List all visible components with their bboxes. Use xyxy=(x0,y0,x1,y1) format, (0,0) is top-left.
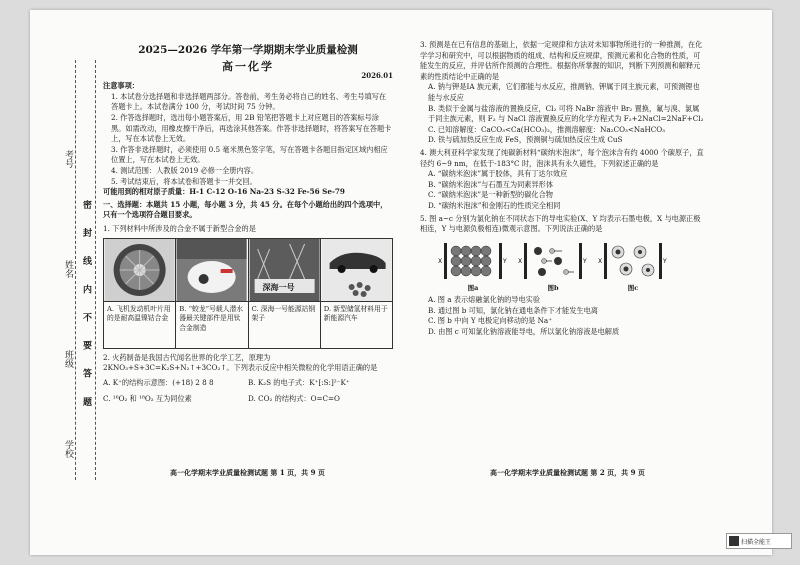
q5-figures xyxy=(438,239,705,294)
note-item: 1. 本试卷分选择题和非选择题两部分。答卷前，考生务必将自己的姓名、考生号填写在答题卡上。本试卷满分 100 分，考试时间 75 分钟。 xyxy=(111,91,387,112)
energy-station-sign: 深海一号 xyxy=(262,281,295,292)
q1-option-c xyxy=(249,239,321,348)
figure-a-label: 图a xyxy=(467,283,479,292)
q2-option-a: A. K⁺的结构示意图：(+18) 2 8 8 xyxy=(103,377,214,387)
scanner-watermark xyxy=(726,533,792,549)
figure-c xyxy=(598,239,668,294)
q3-option-d: D. 铁与硫加热反应生成 FeS，预测铜与硫加热反应生成 CuS xyxy=(428,135,623,145)
page-footer-right: 高一化学期末学业质量检测试题 第 2 页，共 9 页 xyxy=(490,468,645,477)
electrode-y-label: Y xyxy=(503,257,507,265)
q2-option-b: B. K₂S 的电子式：K⁺[:S:]²⁻K⁺ xyxy=(248,377,350,387)
q1-option-a-caption: A. 飞机发动机叶片用的是耐高温镍钴合金 xyxy=(107,304,171,323)
submersible-image xyxy=(176,239,247,302)
q4-option-c: C. “碳纳米泡沫”是一种新型的碳化合物 xyxy=(428,190,553,200)
hydrogen-car-image xyxy=(321,239,392,302)
electrode-y-label: Y xyxy=(583,257,587,265)
page-footer-left: 高一化学期末学业质量检测试题 第 1 页，共 9 页 xyxy=(170,468,325,477)
q1-stem: 1. 下列材料中所涉及的合金不属于新型合金的是 xyxy=(103,223,256,233)
q1-option-c-caption: C. 深海一号能源站钢架子 xyxy=(251,304,316,323)
q4-option-d: D. “碳纳米泡沫”和金刚石的性质完全相同 xyxy=(428,200,561,210)
section1-heading: 一、选择题：本题共 15 小题，每小题 3 分，共 45 分。在每个小题给出的四个选项中，只有一个选项符合题目要求。 xyxy=(103,199,388,220)
electrode-y-label: Y xyxy=(663,257,667,265)
figure-c-label: 图c xyxy=(627,283,639,292)
energy-station-image xyxy=(249,239,320,302)
figure-a xyxy=(438,239,508,294)
q5-option-d: D. 由图 c 可知氯化钠溶液能导电，所以氯化钠溶液是电解质 xyxy=(428,327,620,337)
electrode-x-label: X xyxy=(598,257,603,265)
q4-option-b: B. “碳纳米泡沫”与石墨互为同素异形体 xyxy=(428,179,554,189)
note-item: 5. 考试结束后，将本试卷和答题卡一并交回。 xyxy=(111,176,257,186)
q4-stem: 4. 澳大利亚科学家发现了纯碳新材料“碳纳米泡沫”，每个泡沫含有约 4000 个碳原子，直径约 6~9 nm，在低于-183°C 时，泡沫具有永久磁性，下列叙述正确的是 xyxy=(420,147,704,168)
right-column xyxy=(420,40,705,338)
q2-option-d: D. CO₂ 的结构式：O=C=O xyxy=(248,394,340,404)
atomic-masses: 可能用到的相对原子质量：H-1 C-12 O-16 Na-23 S-32 Fe-56 Se-79 xyxy=(103,187,345,197)
q1-option-d xyxy=(321,239,392,348)
figure-b xyxy=(518,239,588,294)
q5-option-c: C. 图 b 中向 Y 电极定向移动的是 Na⁺ xyxy=(428,316,553,326)
electrode-x-label: X xyxy=(518,257,523,265)
q2-stem: 2. 火药制备是我国古代闻名世界的化学工艺，原理为 2KNO₃+S+3C=K₂S+N₂↑+3CO₂↑。下列表示反应中相关微粒的化学用语正确的是 xyxy=(103,352,378,373)
q1-option-b xyxy=(176,239,248,348)
q3-option-a: A. 钠与钾是IA 族元素，它们都能与水反应，推测钠、钾属于同主族元素，可预测锂也能与水反应 xyxy=(428,82,700,102)
left-column xyxy=(103,42,393,405)
q1-option-b-caption: B. “蛟龙”号载人潜水器最关键部件是用钛合金制造 xyxy=(179,304,244,333)
q4-option-a: A. “碳纳米泡沫”属于胶体，具有丁达尔效应 xyxy=(428,169,568,179)
exam-title: 2025—2026 学年第一学期期末学业质量检测 xyxy=(138,44,358,56)
q5-option-a: A. 图 a 表示熔融氯化钠的导电实验 xyxy=(428,295,541,305)
q2-options xyxy=(103,378,393,405)
seal-warning: 密 封 线 内 不 要 答 题 xyxy=(81,200,91,414)
exam-no-label: 考号 xyxy=(63,150,73,168)
class-label: 班级 xyxy=(63,350,73,368)
q5-stem: 5. 图 a~c 分别为氯化钠在不同状态下的导电实验(X、Y 均表示石墨电极，X 与电源正极相连，Y 与电源负极相连)微观示意图。下列说法正确的是 xyxy=(420,213,701,234)
electrode-x-label: X xyxy=(438,257,443,265)
scanner-label: 扫描全能王 xyxy=(741,538,772,546)
seal-line xyxy=(75,60,76,480)
name-label: 姓名 xyxy=(63,260,73,278)
note-item: 2. 作答选择题时，选出每小题答案后，用 2B 铅笔把答题卡上对应题目的答案标号涂黑。如需改动，用橡皮擦干净后，再选涂其他答案。作答非选择题时，将答案写在答题卡上，写在本试卷上无效。 xyxy=(111,112,392,144)
notes-heading: 注意事项： xyxy=(103,81,139,91)
q3-option-c: C. 已知溶解度：CaCO₃<Ca(HCO₃)₂，推测溶解度：Na₂CO₃<NaHCO₃ xyxy=(428,124,666,134)
q1-image-table xyxy=(103,238,393,349)
school-label: 学校 xyxy=(63,440,73,458)
note-item: 3. 作答非选择题时，必须使用 0.5 毫米黑色签字笔，写在答题卡各题目指定区域内相应位置上，写在本试卷上无效。 xyxy=(111,144,388,165)
note-item: 4. 测试范围：人教版 2019 必修一全册内容。 xyxy=(111,165,259,175)
q1-option-a xyxy=(104,239,176,348)
qr-icon xyxy=(729,536,739,546)
jet-engine-image xyxy=(104,239,175,302)
q2-option-c: C. ¹⁶O₂ 和 ¹⁸O₂ 互为同位素 xyxy=(103,394,192,404)
q3-stem: 3. 预测是在已有信息的基础上，依据一定规律和方法对未知事物所进行的一种推测，在化学学习和研究中，可以根据物质的组成、结构和反应规律，预测元素和化合物的性质，可能发生的反应，并评估所作预测的合理性。根据你所掌握的知识，判断下列预测和解释元素的性质结论中正确的是 xyxy=(420,40,703,81)
q1-option-d-caption: D. 新型储氢材料用于新能源汽车 xyxy=(323,304,388,323)
exam-date: 2026.01 xyxy=(361,70,393,80)
exam-subject: 高一化学 xyxy=(222,60,274,73)
figure-b-label: 图b xyxy=(547,283,559,292)
q5-option-b: B. 通过图 b 可知，氯化钠在通电条件下才能发生电离 xyxy=(428,305,598,315)
seal-line-inner xyxy=(95,60,96,480)
q3-option-b: B. 类似于金属与盐溶液的置换反应，Cl₂ 可将 NaBr 溶液中 Br₂ 置换，氟与溴、氯属于同主族元素，则 F₂ 与 NaCl 溶液置换反应的化学方程式为 F₂+2NaCl=2NaF+Cl₂ xyxy=(428,103,704,124)
